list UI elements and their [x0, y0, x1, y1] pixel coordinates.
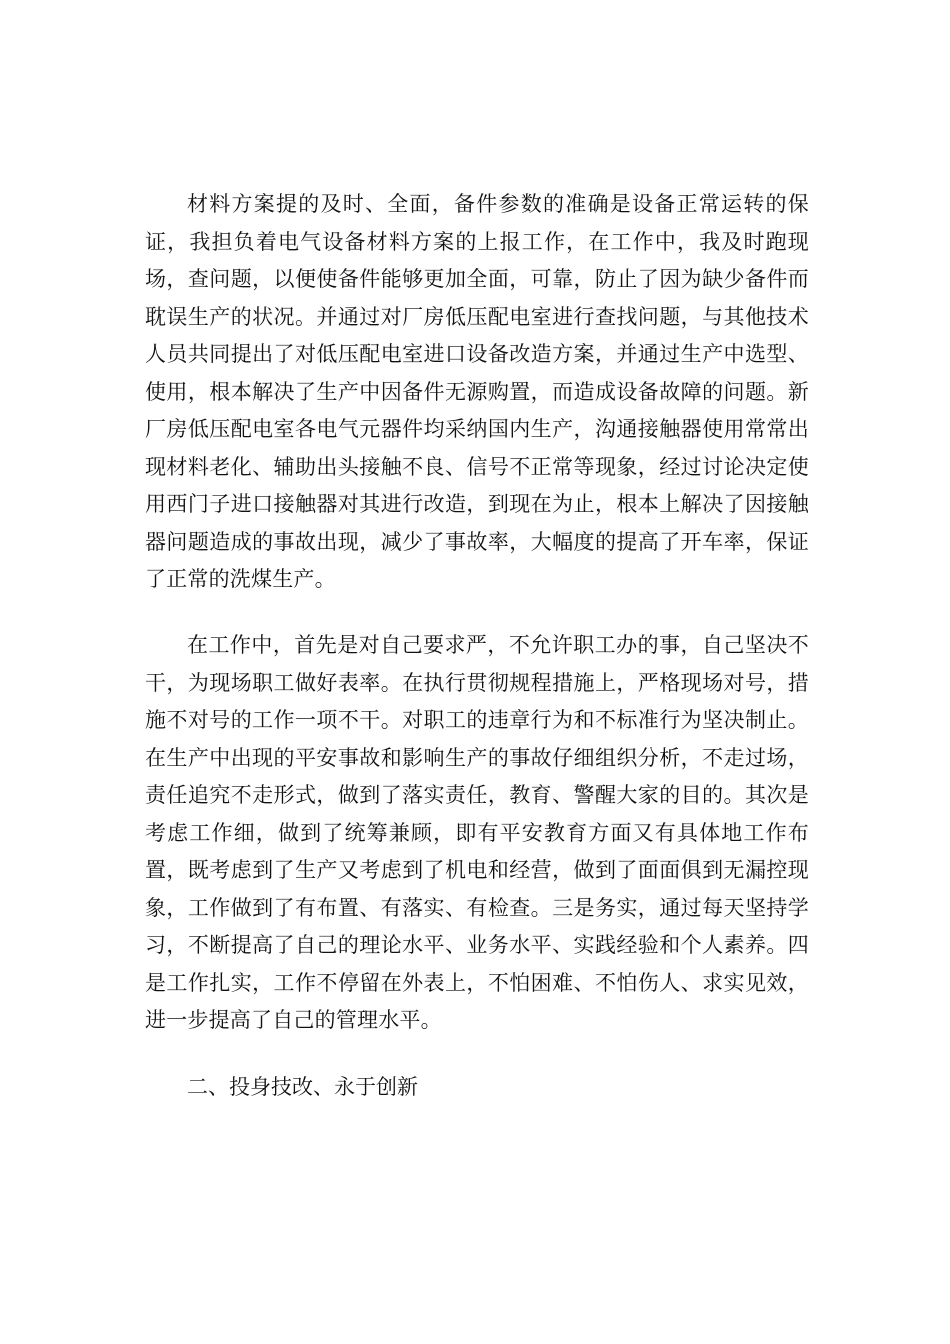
paragraph-materials-plan: 材料方案提的及时、全面，备件参数的准确是设备正常运转的保证，我担负着电气设备材料方案的上报工作，在工作中，我及时跑现场，查问题，以便使备件能够更加全面，可靠，防止了因为缺少备件而耽误生产的状况。并通过对厂房低压配电室进行查找问题，与其他技术人员共同提出了对低压配电室进口设备改造方案，并通过生产中选型、使用，根本解决了生产中因备件无源购置，而造成设备故障的问题。新厂房低压配电室各电气元器件均采纳国内生产，沟通接触器使用常常出现材料老化、辅助出头接触不良、信号不正常等现象，经过讨论决定使用西门子进口接触器对其进行改造，到现在为止，根本上解决了因接触器问题造成的事故出现，减少了事故率，大幅度的提高了开车率，保证了正常的洗煤生产。 [145, 192, 809, 591]
paragraph-work-requirements: 在工作中，首先是对自己要求严，不允许职工办的事，自己坚决不干，为现场职工做好表率。在执行贯彻规程措施上，严格现场对号，措施不对号的工作一项不干。对职工的违章行为和不标准行为坚决制止。在生产中出现的平安事故和影响生产的事故仔细组织分析，不走过场，责任追究不走形式，做到了落实责任，教育、警醒大家的目的。其次是考虑工作细，做到了统筹兼顾，即有平安教育方面又有具体地工作布置，既考虑到了生产又考虑到了机电和经营，做到了面面俱到无漏控现象，工作做到了有布置、有落实、有检查。三是务实，通过每天坚持学习，不断提高了自己的理论水平、业务水平、实践经验和个人素养。四是工作扎实，工作不停留在外表上，不怕困难、不怕伤人、求实见效，进一步提高了自己的管理水平。 [145, 633, 809, 1032]
section-heading: 二、投身技改、永于创新 [187, 1075, 418, 1099]
